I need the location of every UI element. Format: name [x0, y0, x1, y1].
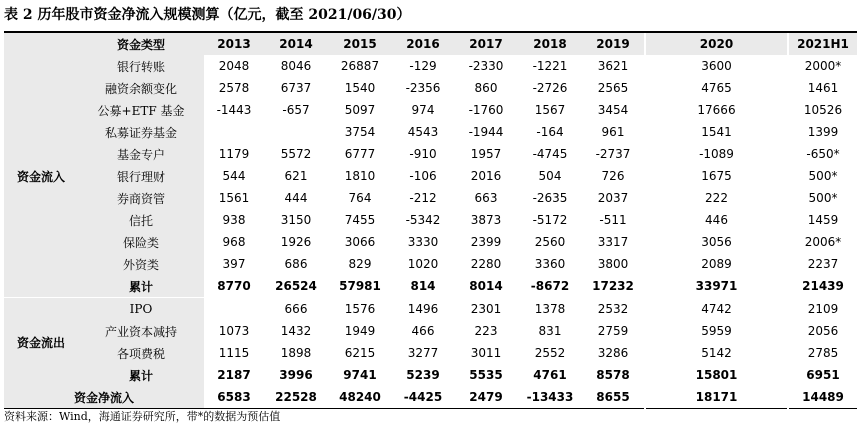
value-cell: 500*	[788, 187, 857, 209]
value-cell: 3873	[470, 213, 502, 227]
value-cell: 1567	[534, 103, 566, 117]
value-cell: -129	[409, 59, 437, 73]
header-cell: 2019	[582, 33, 645, 55]
row-label: 银行转账	[78, 55, 204, 77]
table-row	[4, 121, 857, 143]
row-label: 信托	[78, 209, 204, 231]
row-label: 私募证券基金	[78, 121, 204, 143]
row-label: 产业资本减持	[78, 320, 204, 342]
header-corner	[4, 33, 78, 55]
value-cell: -657	[282, 103, 310, 117]
value-cell: 1461	[788, 77, 857, 99]
value-cell: 5142	[645, 342, 788, 364]
value-cell: -4425	[392, 386, 454, 409]
value-cell: -212	[409, 191, 437, 205]
value-cell: 1957	[470, 147, 502, 161]
value-cell: 1561	[218, 191, 250, 205]
value-cell: 9741	[343, 368, 377, 382]
value-cell: 2578	[218, 81, 250, 95]
value-cell: 1541	[645, 121, 788, 143]
value-cell: 814	[410, 279, 436, 293]
value-cell: 1020	[407, 257, 439, 271]
value-cell: 3277	[407, 346, 439, 360]
value-cell: 6777	[344, 147, 376, 161]
value-cell: 8046	[280, 59, 312, 73]
value-cell: 21439	[788, 275, 857, 298]
value-cell: 3066	[344, 235, 376, 249]
value-cell: 2301	[454, 298, 518, 321]
value-cell: 3056	[645, 231, 788, 253]
value-cell: 2016	[470, 169, 502, 183]
value-cell: 2006*	[788, 231, 857, 253]
value-cell: 5959	[645, 320, 788, 342]
row-group-label: 资金流出	[4, 298, 78, 387]
table-row	[4, 298, 857, 321]
fund-flow-table-container	[4, 33, 857, 409]
row-label: 累计	[78, 275, 204, 298]
value-cell: 968	[222, 235, 246, 249]
table-row	[4, 253, 857, 275]
value-cell: 1378	[518, 298, 582, 321]
value-cell: 3754	[344, 125, 376, 139]
row-label: 基金专户	[78, 143, 204, 165]
value-cell: 961	[601, 125, 625, 139]
header-cell: 2017	[454, 33, 518, 55]
value-cell: -511	[599, 213, 627, 227]
value-cell: 764	[348, 191, 372, 205]
value-cell: -13433	[518, 386, 582, 409]
table-row	[4, 77, 857, 99]
value-cell: 6951	[788, 364, 857, 386]
value-cell: 223	[474, 324, 498, 338]
value-cell: 8655	[582, 386, 645, 409]
value-cell: 666	[264, 298, 328, 321]
value-cell: 446	[645, 209, 788, 231]
row-label: IPO	[78, 298, 204, 321]
table-row	[4, 99, 857, 121]
value-cell: 2532	[582, 298, 645, 321]
header-cell: 2015	[328, 33, 392, 55]
value-cell: 5572	[280, 147, 312, 161]
header-cell: 2016	[392, 33, 454, 55]
fund-flow-table	[4, 33, 857, 409]
value-cell: 48240	[328, 386, 392, 409]
row-label: 累计	[78, 364, 204, 386]
value-cell: 10526	[788, 99, 857, 121]
table-row	[4, 165, 857, 187]
value-cell: 3286	[597, 346, 629, 360]
header-row	[4, 33, 857, 55]
table-body	[4, 55, 857, 409]
total-row	[4, 275, 857, 298]
value-cell: 1810	[344, 169, 376, 183]
value-cell: 3996	[279, 368, 313, 382]
value-cell: 500*	[788, 165, 857, 187]
value-cell: 3011	[470, 346, 502, 360]
value-cell: 17232	[592, 279, 634, 293]
table-row	[4, 209, 857, 231]
value-cell: 686	[284, 257, 308, 271]
value-cell: 663	[474, 191, 498, 205]
value-cell: 3360	[534, 257, 566, 271]
value-cell: 26887	[340, 59, 380, 73]
table-row	[4, 342, 857, 364]
value-cell: -1944	[468, 125, 504, 139]
value-cell: 1179	[218, 147, 250, 161]
row-label: 保险类	[78, 231, 204, 253]
value-cell: 1399	[788, 121, 857, 143]
value-cell: 2048	[218, 59, 250, 73]
value-cell: -5172	[532, 213, 568, 227]
value-cell: -2737	[595, 147, 631, 161]
value-cell: 2759	[597, 324, 629, 338]
value-cell: 2037	[597, 191, 629, 205]
value-cell: 15801	[645, 364, 788, 386]
value-cell: 2000*	[788, 55, 857, 77]
value-cell: -1221	[532, 59, 568, 73]
value-cell: -164	[536, 125, 564, 139]
value-cell: 8014	[469, 279, 503, 293]
value-cell: 860	[474, 81, 498, 95]
value-cell: 3150	[280, 213, 312, 227]
row-label: 银行理财	[78, 165, 204, 187]
table-row	[4, 187, 857, 209]
value-cell: 2280	[470, 257, 502, 271]
value-cell: 8578	[596, 368, 630, 382]
table-row	[4, 143, 857, 165]
total-row	[4, 364, 857, 386]
value-cell: 5097	[344, 103, 376, 117]
row-label: 资金净流入	[4, 386, 204, 409]
value-cell: 831	[538, 324, 562, 338]
value-cell: 466	[411, 324, 435, 338]
value-cell: 3317	[597, 235, 629, 249]
value-cell: 8770	[217, 279, 251, 293]
value-cell: 3330	[407, 235, 439, 249]
value-cell: 57981	[339, 279, 381, 293]
value-cell	[204, 121, 264, 143]
value-cell: 2399	[470, 235, 502, 249]
table-title: 表 2 历年股市资金净流入规模测算（亿元，截至 2021/06/30）	[4, 7, 411, 23]
value-cell: 2109	[788, 298, 857, 321]
value-cell: 2056	[788, 320, 857, 342]
value-cell: 938	[222, 213, 246, 227]
value-cell: 1073	[218, 324, 250, 338]
row-label: 公募+ETF 基金	[78, 99, 204, 121]
value-cell: 2552	[534, 346, 566, 360]
value-cell: 2187	[217, 368, 251, 382]
value-cell: -1760	[468, 103, 504, 117]
value-cell: 2479	[454, 386, 518, 409]
value-cell: 1115	[218, 346, 250, 360]
row-group-label: 资金流入	[4, 55, 78, 298]
value-cell: 974	[411, 103, 435, 117]
value-cell: 3600	[645, 55, 788, 77]
value-cell: 6737	[280, 81, 312, 95]
header-cell: 2021H1	[788, 33, 857, 55]
value-cell: -4745	[532, 147, 568, 161]
value-cell	[264, 121, 328, 143]
value-cell: 17666	[645, 99, 788, 121]
value-cell: 397	[222, 257, 246, 271]
value-cell: 1459	[788, 209, 857, 231]
value-cell: -2635	[532, 191, 568, 205]
value-cell: 222	[645, 187, 788, 209]
row-label: 券商资管	[78, 187, 204, 209]
value-cell: -1443	[216, 103, 252, 117]
value-cell: 1496	[392, 298, 454, 321]
header-cell: 2018	[518, 33, 582, 55]
value-cell: 26524	[275, 279, 317, 293]
value-cell: -106	[409, 169, 437, 183]
value-cell: 1675	[645, 165, 788, 187]
value-cell: 2560	[534, 235, 566, 249]
value-cell: -1089	[645, 143, 788, 165]
value-cell: 5239	[406, 368, 440, 382]
value-cell: 504	[538, 169, 562, 183]
value-cell: -650*	[788, 143, 857, 165]
value-cell: -2356	[405, 81, 441, 95]
value-cell: 1540	[344, 81, 376, 95]
net-inflow-row	[4, 386, 857, 409]
value-cell: 33971	[645, 275, 788, 298]
value-cell: 621	[284, 169, 308, 183]
value-cell: 14489	[788, 386, 857, 409]
value-cell: 3621	[597, 59, 629, 73]
value-cell: 4761	[533, 368, 567, 382]
value-cell: -5342	[405, 213, 441, 227]
value-cell: 2089	[645, 253, 788, 275]
value-cell: 544	[222, 169, 246, 183]
value-cell: 3454	[597, 103, 629, 117]
value-cell: -8672	[530, 279, 570, 293]
value-cell: 4765	[645, 77, 788, 99]
header-cell: 资金类型	[78, 33, 204, 55]
value-cell: 2237	[788, 253, 857, 275]
value-cell: 2565	[597, 81, 629, 95]
table-row	[4, 55, 857, 77]
row-label: 外资类	[78, 253, 204, 275]
value-cell: 4543	[407, 125, 439, 139]
header-cell: 2013	[204, 33, 264, 55]
value-cell	[204, 298, 264, 321]
value-cell: 7455	[344, 213, 376, 227]
value-cell: 1898	[280, 346, 312, 360]
value-cell: 6583	[204, 386, 264, 409]
row-label: 各项费税	[78, 342, 204, 364]
row-label: 融资余额变化	[78, 77, 204, 99]
header-cell: 2020	[645, 33, 788, 55]
value-cell: -910	[409, 147, 437, 161]
value-cell: 4742	[645, 298, 788, 321]
value-cell: 5535	[469, 368, 503, 382]
value-cell: 1949	[344, 324, 376, 338]
value-cell: 2785	[788, 342, 857, 364]
table-row	[4, 320, 857, 342]
header-cell: 2014	[264, 33, 328, 55]
value-cell: 1576	[328, 298, 392, 321]
value-cell: 1432	[280, 324, 312, 338]
value-cell: 829	[348, 257, 372, 271]
value-cell: 444	[284, 191, 308, 205]
value-cell: 726	[601, 169, 625, 183]
value-cell: 6215	[344, 346, 376, 360]
value-cell: -2726	[532, 81, 568, 95]
value-cell: 22528	[264, 386, 328, 409]
value-cell: 3800	[597, 257, 629, 271]
table-row	[4, 231, 857, 253]
source-note: 资料来源：Wind，海通证券研究所，带*的数据为预估值	[4, 410, 281, 423]
value-cell: 1926	[280, 235, 312, 249]
value-cell: 18171	[645, 386, 788, 409]
value-cell: -2330	[468, 59, 504, 73]
